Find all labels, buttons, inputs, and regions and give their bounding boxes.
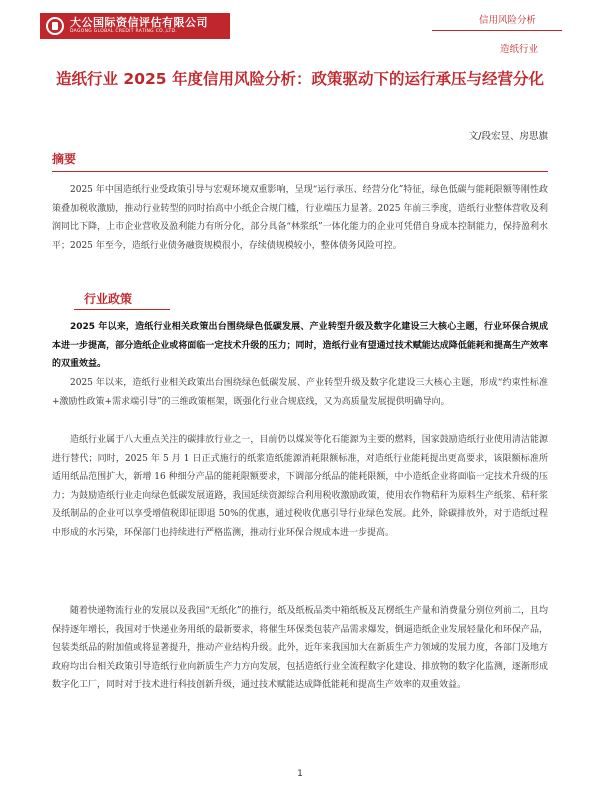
report-industry: 造纸行业 [499,44,538,55]
header-divider [432,30,562,31]
policy-paragraph-1: 2025 年以来，造纸行业相关政策出台围绕绿色低碳发展、产业转型升级及数字化建设三大核心主题，形成“约束性标准+激励性政策+需求端引导”的三维政策框架，既强化行业合规底线，又为高质量发展提供明确导向。 [52,378,548,407]
page-number: 1 [297,769,303,779]
company-logo [40,13,230,39]
page-header [0,0,600,60]
authors: 文/段宏昱、房思旗 [468,131,548,142]
dagong-logo-icon [46,17,64,35]
section-divider [74,309,170,310]
policy-summary-paragraph: 2025 年以来，造纸行业相关政策出台围绕绿色低碳发展、产业转型升级及数字化建设三大核心主题，行业环保合规成本进一步提高，部分造纸企业或将面临一定技术升级的压力；同时，造纸行业有望通过技术赋能达成降低能耗和提高生产效率的双重效益。 [52,322,548,370]
logo-english-name: DAGONG GLOBAL CREDIT RATING CO.,LTD. [70,29,177,35]
section-heading-industry-policy: 行业政策 [84,292,133,306]
page-title: 造纸行业 2025 年度信用风险分析：政策驱动下的运行承压与经营分化 [56,70,544,88]
logo-chinese-name: 大公国际资信评估有限公司 [70,16,208,30]
abstract-heading: 摘要 [52,152,77,166]
policy-paragraph-3: 随着快递物流行业的发展以及我国“无纸化”的推行，纸及纸板品类中箱纸板及瓦楞纸生产量和消费量分别位列前二，且均保持逐年增长，我国对于快递业务用纸的最新要求，将催生环保类包装产品需求爆发，倒逼造纸企业发展轻量化和环保产品，包装类纸品的附加值或将显著提升，推动产业结构升级。此外，近年来我国加大在新质生产力领域的发展力度，各部门及地方政府均出台相关政策引导造纸行业向新质生产力方向发展，包括造纸行业全流程数字化建设、排放物的数字化监测，逐渐形成数字化工厂，同时对于技术进行科技创新升级，通过技术赋能达成降低能耗和提高生产效率的双重效益。 [52,606,548,691]
abstract-divider [52,171,548,172]
report-category: 信用风险分析 [478,15,536,26]
abstract-text: 2025 年中国造纸行业受政策引导与宏观环境双重影响，呈现“运行承压、经营分化”特征，绿色低碳与能耗限额等刚性政策叠加税收激励，推动行业转型的同时抬高中小纸企合规门槛，行业端压力显著。2025 年前三季度，造纸行业整体营收及利润同比下降，上市企业营收及盈利能力有所分化，部分具备“林浆纸”一体化能力的企业可凭借自身成本控制能力，保持盈利水平；2025 年至今，造纸行业债务融资规模很小，存续债规模较小，整体债务风险可控。 [52,185,548,251]
policy-paragraph-2: 造纸行业属于八大重点关注的碳排放行业之一，目前仍以煤炭等化石能源为主要的燃料，国家鼓励造纸行业使用清洁能源进行替代；同时，2025 年 5 月 1 日正式施行的纸浆造纸能源消耗限额标准，对造纸行业能耗提出更高要求，该限额标准所适用纸品范围扩大，新增 16 种细分产品的能耗限额要求，下调部分纸品的能耗限额，中小造纸企业将面临一定技术升级的压力；为鼓励造纸行业走向绿色低碳发展道路，我国延续资源综合利用税收激励政策，使用农作物秸秆为原料生产纸浆、秸秆浆及纸制品的企业可以享受增值税即征即退 50%的优惠，通过税收优惠引导行业绿色发展。此外，除碳排放外，对于造纸过程中形成的水污染，环保部门也持续进行严格监测，推动行业环保合规成本进一步提高。 [52,435,548,538]
